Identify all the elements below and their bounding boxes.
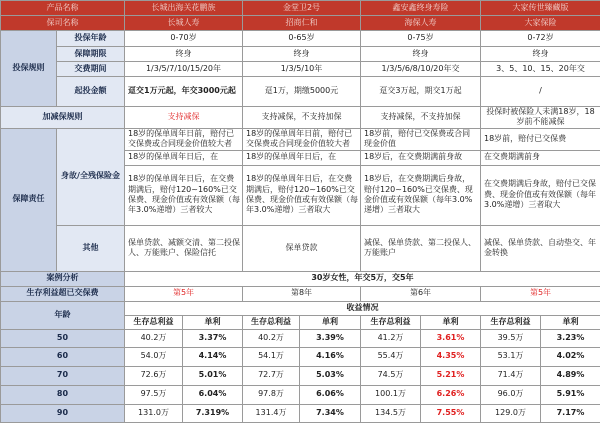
min-amount-row — [1, 77, 600, 107]
age-value: 0-70岁 — [125, 31, 243, 47]
product-name: 大家传世臻藏版 — [481, 1, 600, 16]
returns-cell: 53.1万 — [481, 347, 541, 366]
exceed-value: 第5年 — [125, 286, 243, 301]
company-name-row — [1, 16, 600, 31]
returns-cell: 6.04% — [183, 385, 243, 404]
min-amount-value: 趸交1万元起，年交3000元起 — [125, 77, 243, 107]
death-benefit-cell: 在交费期满前身 — [481, 150, 600, 165]
death-benefit-cell: 18岁后，在交费期满前身故 — [361, 150, 481, 165]
case-row — [1, 271, 600, 286]
returns-cell: 54.0万 — [125, 347, 183, 366]
other-benefit-cell: 保单贷款 — [243, 225, 361, 271]
payment-value: 1/3/5/10年 — [243, 62, 361, 77]
min-amount-label: 起投金额 — [57, 77, 125, 107]
death-benefit-cell: 18岁的保单周年日后，在交费期满后，赔付120~160%已交保费、现金价值或有效保额（每年3.0%递增）三者取大 — [243, 165, 361, 225]
product-name: 长城出海关花鹏族 — [125, 1, 243, 16]
returns-cell: 100.1万 — [361, 385, 421, 404]
returns-cell: 3.37% — [183, 329, 243, 347]
returns-row — [1, 366, 600, 385]
min-amount-value: / — [481, 77, 600, 107]
returns-cell: 7.17% — [541, 404, 600, 422]
reduce-value: 支持减保 — [125, 107, 243, 129]
returns-cell: 97.5万 — [125, 385, 183, 404]
returns-cell: 96.0万 — [481, 385, 541, 404]
returns-cell: 74.5万 — [361, 366, 421, 385]
col-total: 生存总利益 — [243, 315, 300, 329]
col-rate: 单利 — [183, 315, 243, 329]
col-total: 生存总利益 — [481, 315, 541, 329]
returns-cell: 4.16% — [300, 347, 361, 366]
company-name: 海保人寿 — [361, 16, 481, 31]
col-rate: 单利 — [300, 315, 361, 329]
returns-age: 70 — [1, 366, 125, 385]
death-benefit-cell: 18岁的保单周年日后，在交费期满后，赔付120~160%已交保费、现金价值或有效保额（每年3.0%递增）三者较大 — [125, 165, 243, 225]
period-value: 终身 — [481, 47, 600, 62]
returns-cell: 54.1万 — [243, 347, 300, 366]
payment-value: 3、5、10、15、20年交 — [481, 62, 600, 77]
returns-row — [1, 347, 600, 366]
returns-age: 50 — [1, 329, 125, 347]
period-value: 终身 — [243, 47, 361, 62]
death-benefit-cell: 18岁前，赔付已交保费 — [481, 128, 600, 150]
death-benefit-cell: 18岁的保单周年日后，在 — [125, 150, 243, 165]
death-benefit-cell: 18岁前，赔付已交保费或合同现金价值 — [361, 128, 481, 150]
returns-cell: 129.0万 — [481, 404, 541, 422]
col-rate: 单利 — [541, 315, 600, 329]
case-text: 30岁女性，年交5万，交5年 — [125, 271, 600, 286]
returns-cell: 3.23% — [541, 329, 600, 347]
period-label: 保障期限 — [57, 47, 125, 62]
returns-row — [1, 404, 600, 422]
returns-cell: 5.01% — [183, 366, 243, 385]
payment-value: 1/3/5/7/10/15/20年 — [125, 62, 243, 77]
returns-cell: 71.4万 — [481, 366, 541, 385]
payment-row — [1, 62, 600, 77]
returns-cell: 3.39% — [300, 329, 361, 347]
product-name: 金堂卫2号 — [243, 1, 361, 16]
returns-cell: 134.5万 — [361, 404, 421, 422]
returns-cell: 7.34% — [300, 404, 361, 422]
returns-cell: 41.2万 — [361, 329, 421, 347]
returns-cell: 55.4万 — [361, 347, 421, 366]
exceed-label: 生存利益超已交保费 — [1, 286, 125, 301]
returns-cell: 40.2万 — [125, 329, 183, 347]
company-name: 大家保险 — [481, 16, 600, 31]
age-label: 投保年龄 — [57, 31, 125, 47]
company-name: 长城人寿 — [125, 16, 243, 31]
reduce-value: 支持减保，不支持加保 — [361, 107, 481, 129]
death-benefit-cell: 18岁的保单周年日后，在 — [243, 150, 361, 165]
returns-age: 90 — [1, 404, 125, 422]
reduce-label: 加减保规则 — [1, 107, 125, 129]
reduce-value: 支持减保，不支持加保 — [243, 107, 361, 129]
returns-title: 收益情况 — [125, 301, 600, 315]
returns-age-label: 年龄 — [1, 301, 125, 329]
returns-title-row — [1, 301, 600, 315]
company-name-label: 保司名称 — [1, 16, 125, 31]
returns-cell: 7.55% — [421, 404, 481, 422]
returns-cell: 131.4万 — [243, 404, 300, 422]
benefit-group-label: 保障责任 — [1, 128, 57, 271]
returns-cell: 72.6万 — [125, 366, 183, 385]
min-amount-value: 趸1万，期缴5000元 — [243, 77, 361, 107]
period-row — [1, 47, 600, 62]
returns-row — [1, 329, 600, 347]
returns-age: 80 — [1, 385, 125, 404]
returns-cell: 72.7万 — [243, 366, 300, 385]
exceed-value: 第5年 — [481, 286, 600, 301]
payment-label: 交费期间 — [57, 62, 125, 77]
returns-cell: 4.89% — [541, 366, 600, 385]
col-rate: 单利 — [421, 315, 481, 329]
returns-cell: 4.35% — [421, 347, 481, 366]
company-name: 招商仁和 — [243, 16, 361, 31]
returns-cell: 3.61% — [421, 329, 481, 347]
returns-cell: 6.06% — [300, 385, 361, 404]
product-name-row — [1, 1, 600, 16]
reduce-value: 投保时被保险人未满18岁，18岁前不能减保 — [481, 107, 600, 129]
col-total: 生存总利益 — [125, 315, 183, 329]
exceed-value: 第6年 — [361, 286, 481, 301]
other-benefit-cell: 保单贷款、减额交清、第二投保人、万能账户、保险信托 — [125, 225, 243, 271]
period-value: 终身 — [361, 47, 481, 62]
death-benefit-label: 身故/全残保险金 — [57, 128, 125, 225]
returns-cell: 5.91% — [541, 385, 600, 404]
returns-cell: 97.8万 — [243, 385, 300, 404]
age-value: 0-72岁 — [481, 31, 600, 47]
returns-age: 60 — [1, 347, 125, 366]
other-benefit-cell: 减保、保单贷款、自动垫交、年金转换 — [481, 225, 600, 271]
returns-cell: 39.5万 — [481, 329, 541, 347]
exceed-value: 第8年 — [243, 286, 361, 301]
returns-row — [1, 385, 600, 404]
payment-value: 1/3/5/6/8/10/20年交 — [361, 62, 481, 77]
returns-cell: 5.21% — [421, 366, 481, 385]
reduce-row — [1, 107, 600, 129]
exceed-row — [1, 286, 600, 301]
product-name: 鑫安鑫终身寿险 — [361, 1, 481, 16]
death-benefit-cell: 18岁后，在交费期满后身故，赔付120~160%已交保费、现金价值或有效保额（每年3.0%递增）三者取大 — [361, 165, 481, 225]
returns-cell: 4.02% — [541, 347, 600, 366]
returns-cell: 131.0万 — [125, 404, 183, 422]
rules-group-label: 投保规则 — [1, 31, 57, 107]
death-benefit-cell: 18岁的保单周年日前，赔付已交保费或合同现金价值较大者 — [125, 128, 243, 150]
returns-cell: 5.03% — [300, 366, 361, 385]
other-benefit-row — [1, 225, 600, 271]
col-total: 生存总利益 — [361, 315, 421, 329]
product-name-label: 产品名称 — [1, 1, 125, 16]
returns-cell: 40.2万 — [243, 329, 300, 347]
returns-cell: 6.26% — [421, 385, 481, 404]
period-value: 终身 — [125, 47, 243, 62]
age-value: 0-65岁 — [243, 31, 361, 47]
death-benefit-cell: 在交费期满后身故，赔付已交保费、现金价值或有效保额（每年3.0%递增）三者取大 — [481, 165, 600, 225]
age-value: 0-75岁 — [361, 31, 481, 47]
returns-cell: 4.14% — [183, 347, 243, 366]
other-benefit-cell: 减保、保单贷款、第二投保人、万能账户 — [361, 225, 481, 271]
case-label: 案例分析 — [1, 271, 125, 286]
age-row — [1, 31, 600, 47]
returns-cell: 7.319% — [183, 404, 243, 422]
benefit-row-1 — [1, 128, 600, 150]
min-amount-value: 趸交3万起，期交1万起 — [361, 77, 481, 107]
other-benefit-label: 其他 — [57, 225, 125, 271]
death-benefit-cell: 18岁的保单周年日前，赔付已交保费或合同现金价值较大者 — [243, 128, 361, 150]
